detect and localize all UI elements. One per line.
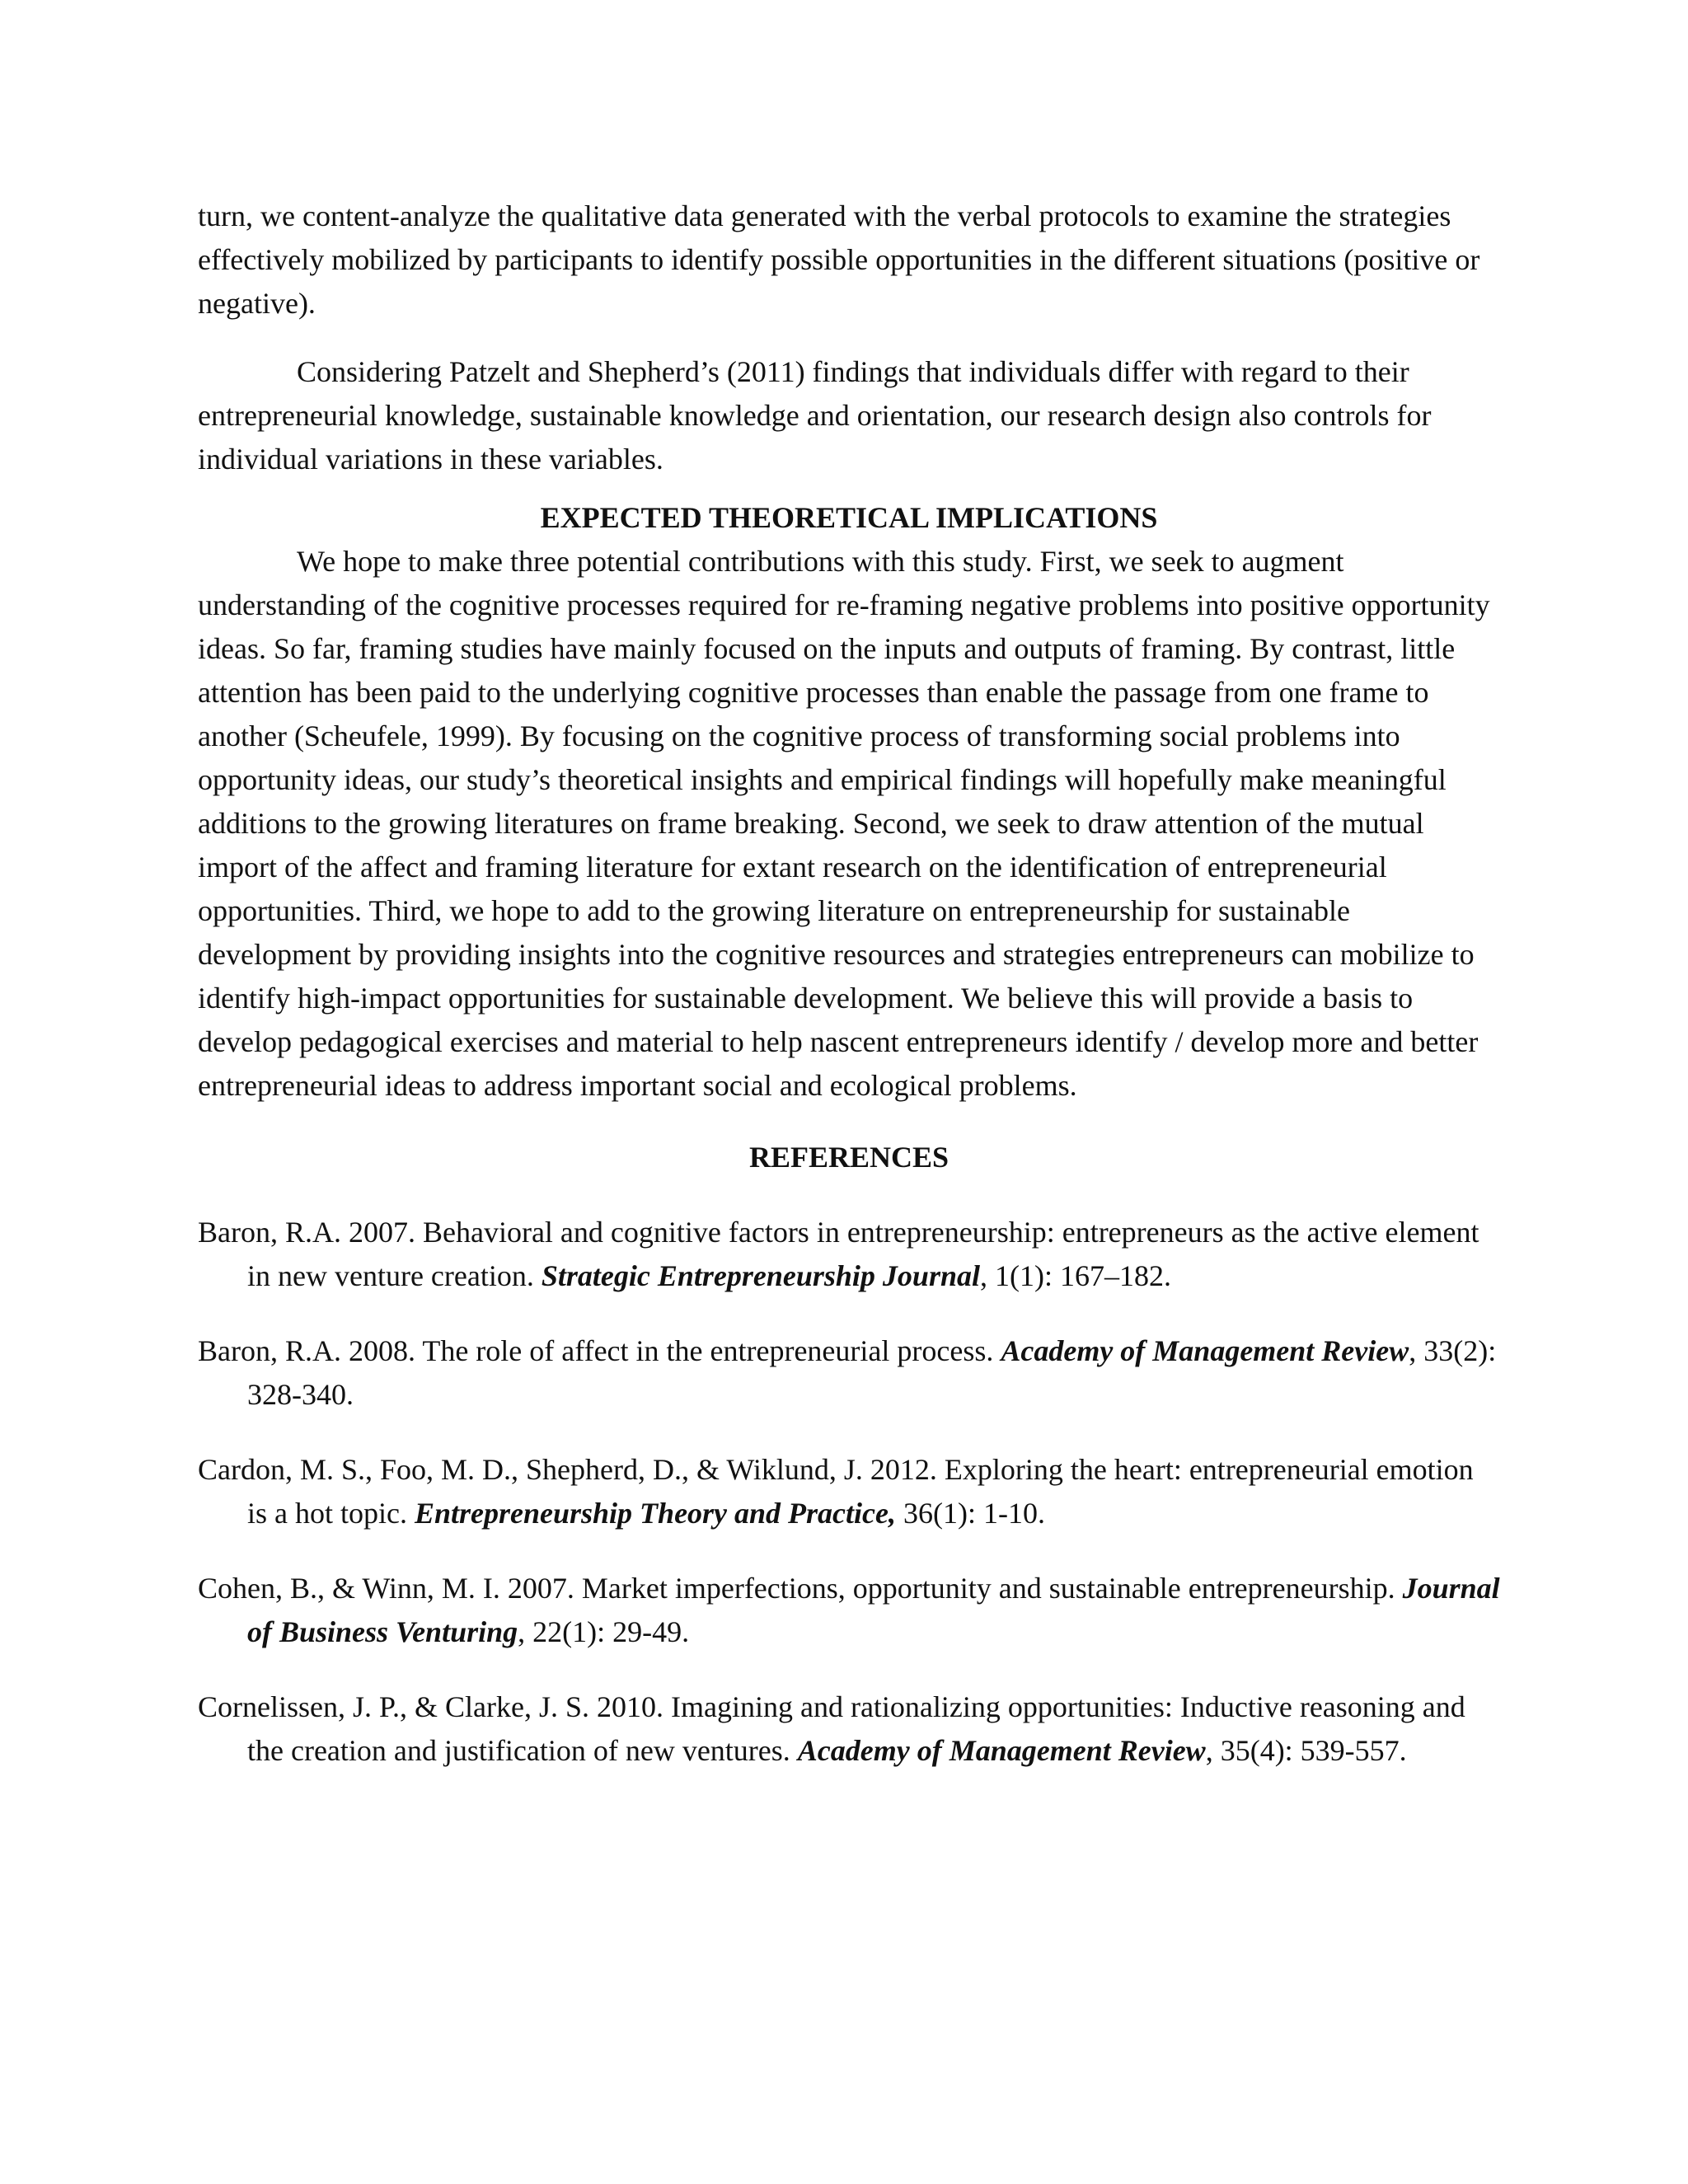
reference-tail: , 35(4): 539-557. — [1205, 1734, 1407, 1767]
reference-tail: , 33(2): 328-340. — [247, 1334, 1497, 1411]
reference-text: Cardon, M. S., Foo, M. D., Shepherd, D., & Wiklund, J. 2012. Exploring the heart: entrepreneurial emotion is a hot topic. — [198, 1453, 1474, 1530]
reference-journal: Academy of Management Review — [1001, 1334, 1409, 1367]
reference-journal: Academy of Management Review — [797, 1734, 1206, 1767]
reference-text: Cohen, B., & Winn, M. I. 2007. Market imperfections, opportunity and sustainable entrepreneurship. — [198, 1572, 1403, 1605]
implications-paragraph: We hope to make three potential contributions with this study. First, we seek to augment understanding of the cognitive processes required for re-framing negative problems into positive opportunity ideas. So far, framing studies have mainly focused on the inputs and outputs of framing. By contrast, little attention has been paid to the underlying cognitive processes than enable the passage from one frame to another (Scheufele, 1999). By focusing on the cognitive process of transforming social problems into opportunity ideas, our study’s theoretical insights and empirical findings will hopefully make meaningful additions to the growing literatures on frame breaking. Second, we seek to draw attention of the mutual import of the affect and framing literature for extant research on the identification of entrepreneurial opportunities. Third, we hope to add to the growing literature on entrepreneurship for sustainable development by providing insights into the cognitive resources and strategies entrepreneurs can mobilize to identify high-impact opportunities for sustainable development. We believe this will provide a basis to develop pedagogical exercises and material to help nascent entrepreneurs identify / develop more and better entrepreneurial ideas to address important social and ecological problems. — [198, 545, 1490, 1102]
body-paragraph-patzelt: Considering Patzelt and Shepherd’s (2011) findings that individuals differ with regard to their entrepreneurial knowledge, sustainable knowledge and orientation, our research design also controls for individual variations in these variables. — [198, 355, 1432, 476]
reference-list — [198, 1211, 1500, 1773]
document-page — [198, 194, 1500, 1804]
reference-tail: , 22(1): 29-49. — [518, 1615, 690, 1648]
reference-item-baron-2007 — [198, 1211, 1500, 1298]
reference-item-cornelissen-2010 — [198, 1685, 1500, 1773]
body-paragraph-continuation: turn, we content-analyze the qualitative data generated with the verbal protocols to examine the strategies effectively mobilized by participants to identify possible opportunities in the different situations (positive or negative). — [198, 199, 1480, 320]
reference-text: Baron, R.A. 2007. Behavioral and cognitive factors in entrepreneurship: entrepreneurs as the active element in new venture creation. — [198, 1216, 1479, 1292]
reference-tail: 36(1): 1-10. — [896, 1497, 1045, 1530]
reference-text: Baron, R.A. 2008. The role of affect in the entrepreneurial process. — [198, 1334, 1001, 1367]
reference-item-cardon-2012 — [198, 1448, 1500, 1535]
reference-tail: , 1(1): 167–182. — [979, 1259, 1171, 1292]
section-heading-references: REFERENCES — [748, 1141, 950, 1174]
reference-journal: Journal of Business Venturing — [247, 1572, 1500, 1648]
reference-journal: Entrepreneurship Theory and Practice, — [414, 1497, 896, 1530]
reference-journal: Strategic Entrepreneurship Journal — [541, 1259, 980, 1292]
reference-item-cohen-2007 — [198, 1567, 1500, 1654]
reference-item-baron-2008 — [198, 1329, 1500, 1417]
section-heading-implications: EXPECTED THEORETICAL IMPLICATIONS — [540, 501, 1158, 534]
reference-text: Cornelissen, J. P., & Clarke, J. S. 2010. Imagining and rationalizing opportunities: Inductive reasoning and the creation and justification of new ventures. — [198, 1690, 1465, 1767]
